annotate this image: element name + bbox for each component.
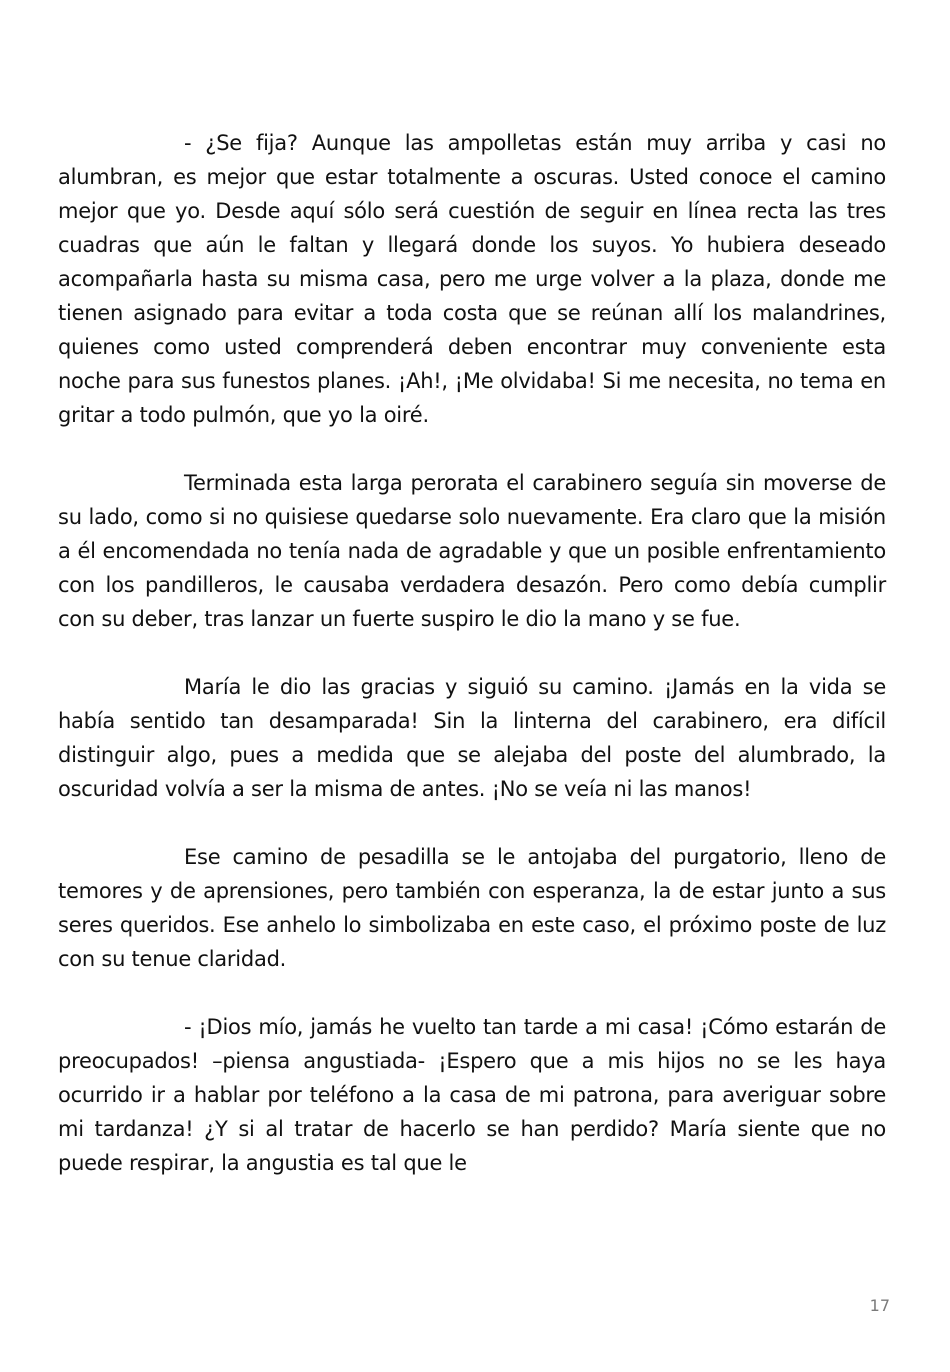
- paragraph-5: - ¡Dios mío, jamás he vuelto tan tarde a mi casa! ¡Cómo estarán de preocupados! –piensa angustiada- ¡Espero que a mis hijos no se les haya ocurrido ir a hablar por teléfono a la casa de mi patrona, para averiguar sobre mi tardanza! ¿Y si al tratar de hacerlo se han perdido? María siente que no puede respirar, la angustia es tal que le: [58, 1015, 886, 1175]
- paragraph-1: - ¿Se fija? Aunque las ampolletas están muy arriba y casi no alumbran, es mejor que estar totalmente a oscuras. Usted conoce el camino mejor que yo. Desde aquí sólo será cuestión de seguir en línea recta las tres cuadras que aún le faltan y llegará donde los suyos. Yo hubiera deseado acompañarla hasta su misma casa, pero me urge volver a la plaza, donde me tienen asignado para evitar a toda costa que se reúnan allí los malandrines, quienes como usted comprenderá deben encontrar muy conveniente esta noche para sus funestos planes. ¡Ah!, ¡Me olvidaba! Si me necesita, no tema en gritar a todo pulmón, que yo la oiré.: [58, 131, 886, 427]
- paragraph-3: María le dio las gracias y siguió su camino. ¡Jamás en la vida se había sentido tan desamparada! Sin la linterna del carabinero, era difícil distinguir algo, pues a medida que se alejaba del poste del alumbrado, la oscuridad volvía a ser la misma de antes. ¡No se veía ni las manos!: [58, 675, 886, 801]
- body-text: [58, 126, 886, 1180]
- page-number: 17: [869, 1296, 890, 1315]
- paragraph-4: Ese camino de pesadilla se le antojaba del purgatorio, lleno de temores y de aprensiones, pero también con esperanza, la de estar junto a sus seres queridos. Ese anhelo lo simbolizaba en este caso, el próximo poste de luz con su tenue claridad.: [58, 845, 886, 971]
- paragraph-2: Terminada esta larga perorata el carabinero seguía sin moverse de su lado, como si no quisiese quedarse solo nuevamente. Era claro que la misión a él encomendada no tenía nada de agradable y que un posible enfrentamiento con los pandilleros, le causaba verdadera desazón. Pero como debía cumplir con su deber, tras lanzar un fuerte suspiro le dio la mano y se fue.: [58, 471, 886, 631]
